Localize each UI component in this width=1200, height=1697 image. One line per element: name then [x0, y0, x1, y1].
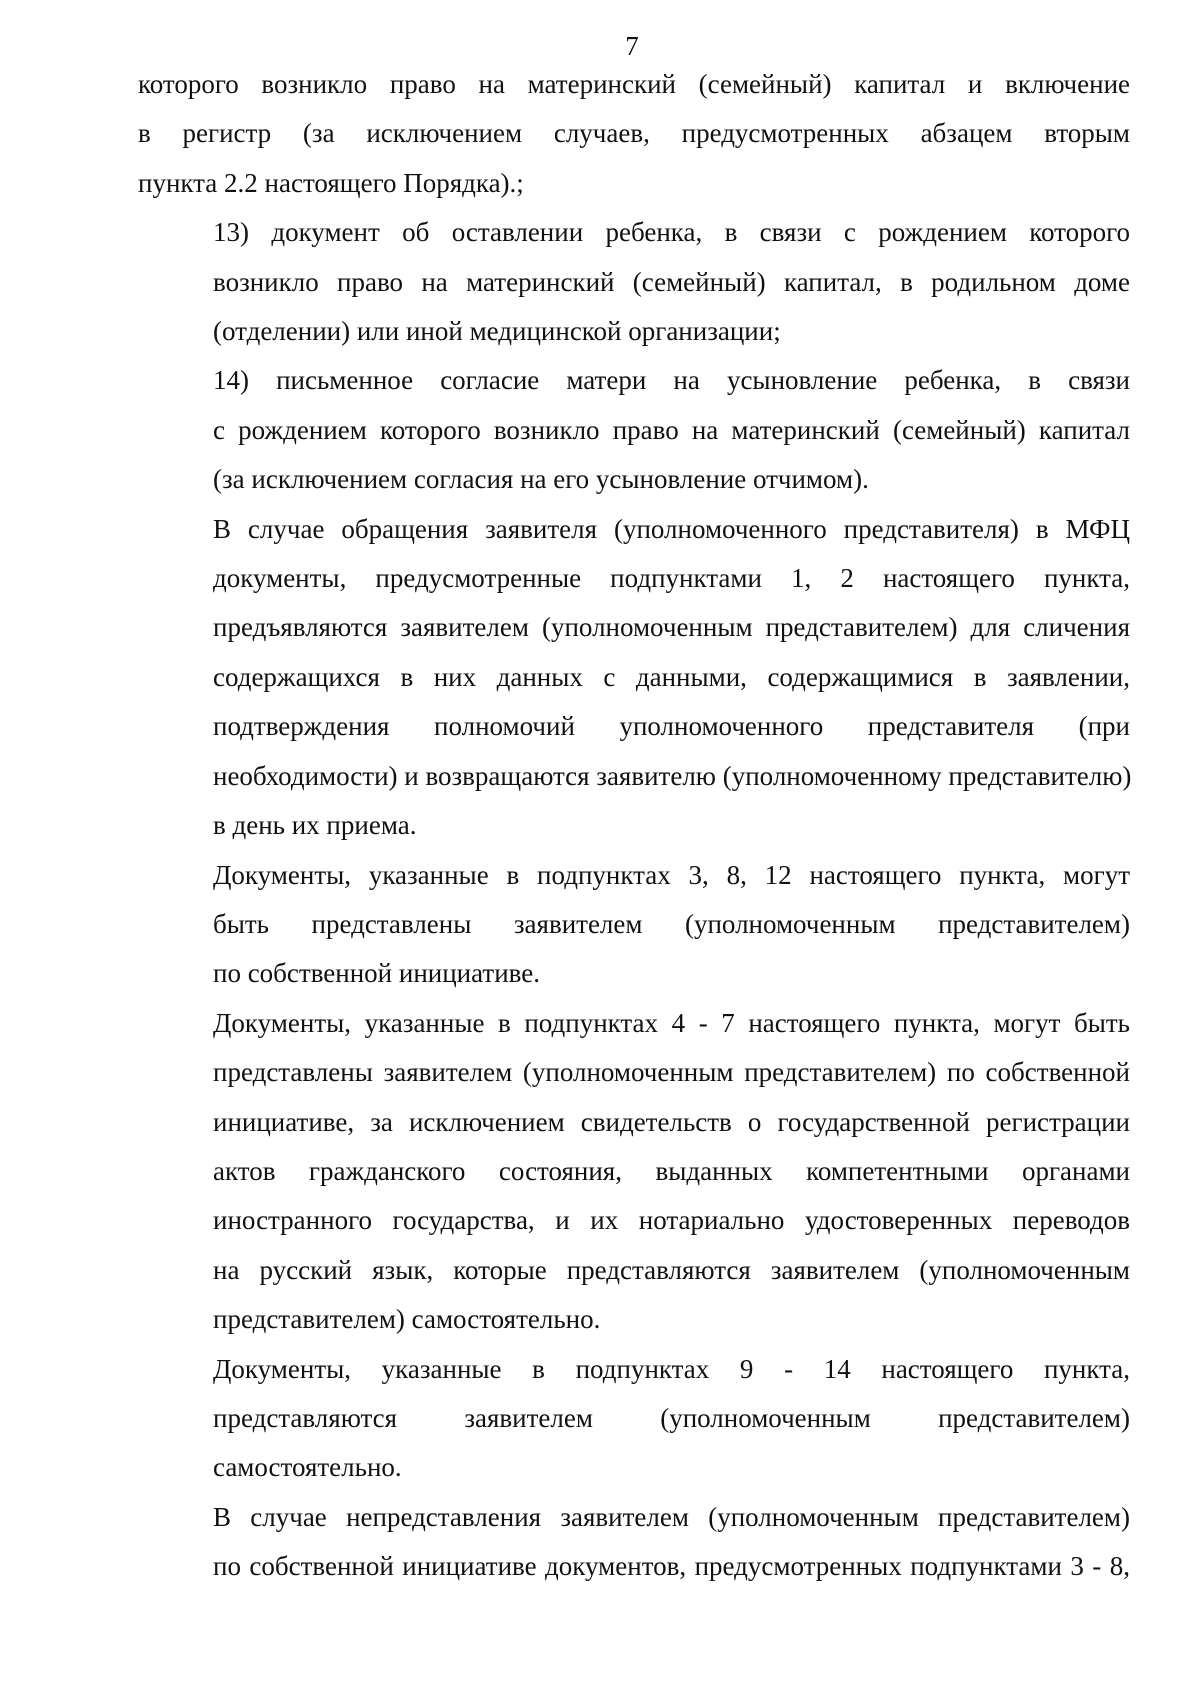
text-line: документы, предусмотренные подпунктами 1, 2 настоящего пункта, — [213, 563, 1130, 594]
text-line: пункта 2.2 настоящего Порядка).; — [138, 167, 524, 198]
text-line: (отделении) или иной медицинской организации; — [213, 316, 781, 347]
text-line: представлены заявителем (уполномоченным представителем) по собственной — [213, 1057, 1130, 1088]
text-line: которого возникло право на материнский (семейный) капитал и включение — [138, 69, 1130, 99]
text-line: В случае обращения заявителя (уполномоченного представителя) в МФЦ — [213, 513, 1130, 544]
text-line: самостоятельно. — [213, 1452, 402, 1483]
text-line: представляются заявителем (уполномоченным представителем) — [213, 1402, 1130, 1433]
paragraph-item-13 — [138, 208, 1130, 356]
paragraph-non-submission — [138, 1493, 1130, 1592]
text-line: в регистр (за исключением случаев, предусмотренных абзацем вторым — [138, 118, 1130, 149]
text-line: подтверждения полномочий уполномоченного представителя (при — [213, 711, 1130, 742]
page-number: 7 — [625, 31, 639, 61]
text-line: представителем) самостоятельно. — [213, 1304, 601, 1335]
text-line: на русский язык, которые представляются заявителем (уполномоченным — [213, 1254, 1130, 1285]
text-line: содержащихся в них данных с данными, содержащимися в заявлении, — [213, 661, 1130, 692]
paragraph — [138, 60, 1130, 208]
paragraph-item-14 — [138, 356, 1130, 504]
paragraph-subitems-4-7 — [138, 999, 1130, 1345]
text-line: с рождением которого возникло право на материнский (семейный) капитал — [213, 414, 1130, 445]
text-line: предъявляются заявителем (уполномоченным представителем) для сличения — [213, 612, 1130, 643]
document-body — [138, 60, 1130, 1592]
text-line: необходимости) и возвращаются заявителю (уполномоченному представителю) — [213, 760, 1132, 791]
paragraph-subitems-3-8-12 — [138, 851, 1130, 999]
text-line: В случае непредставления заявителем (уполномоченным представителем) — [213, 1501, 1130, 1532]
text-line: по собственной инициативе документов, предусмотренных подпунктами 3 - 8, — [213, 1551, 1130, 1582]
text-line: иностранного государства, и их нотариально удостоверенных переводов — [213, 1205, 1130, 1236]
text-line: возникло право на материнский (семейный) капитал, в родильном доме — [213, 266, 1130, 297]
text-line: 14) письменное согласие матери на усыновление ребенка, в связи — [213, 365, 1130, 396]
text-line: Документы, указанные в подпунктах 4 - 7 настоящего пункта, могут быть — [213, 1007, 1130, 1038]
text-line: Документы, указанные в подпунктах 3, 8, 12 настоящего пункта, могут — [213, 859, 1130, 890]
text-line: инициативе, за исключением свидетельств о государственной регистрации — [213, 1106, 1130, 1137]
text-line: 13) документ об оставлении ребенка, в связи с рождением которого — [213, 217, 1130, 248]
text-line: в день их приема. — [213, 810, 417, 841]
text-line: быть представлены заявителем (уполномоченным представителем) — [213, 908, 1130, 939]
text-line: по собственной инициативе. — [213, 958, 540, 989]
text-line: (за исключением согласия на его усыновление отчимом). — [213, 464, 869, 495]
text-line: Документы, указанные в подпунктах 9 - 14 настоящего пункта, — [213, 1353, 1130, 1384]
paragraph-mfc-documents — [138, 505, 1130, 851]
paragraph-subitems-9-14 — [138, 1345, 1130, 1493]
text-line: актов гражданского состояния, выданных компетентными органами — [213, 1155, 1130, 1186]
